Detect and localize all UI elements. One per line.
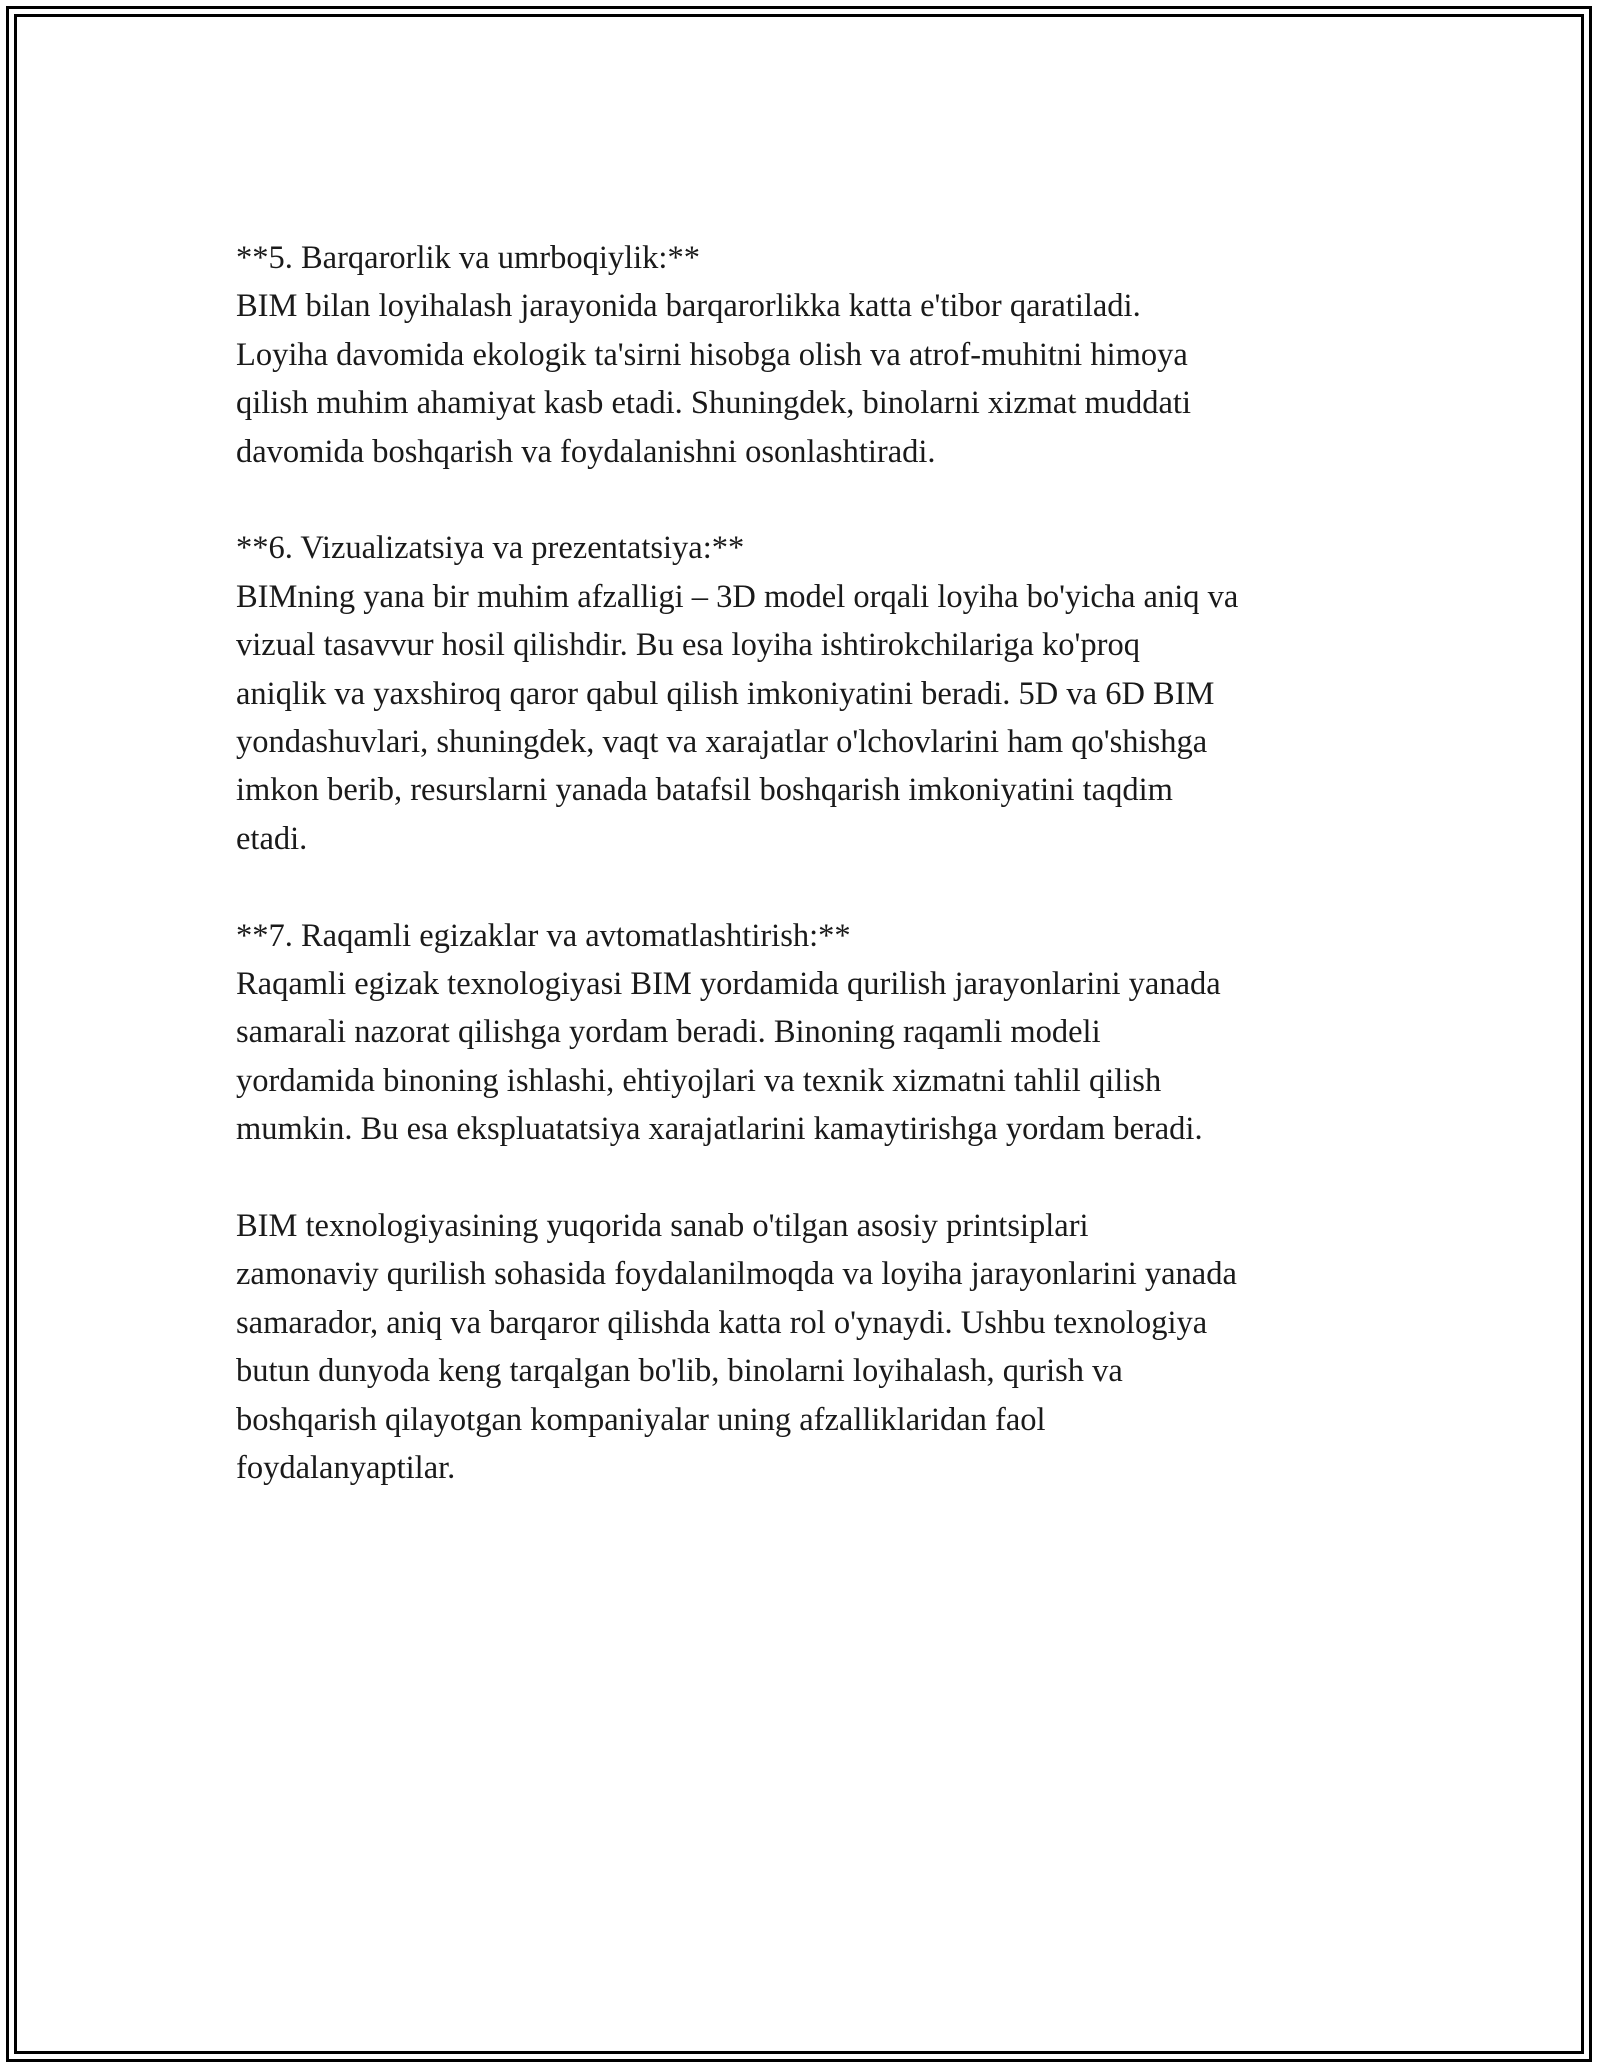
paragraph-line: BIMning yana bir muhim afzalligi – 3D model orqali loyiha bo'yicha aniq va bbox=[236, 578, 1239, 615]
section-heading: **6. Vizualizatsiya va prezentatsiya:** bbox=[236, 530, 745, 567]
paragraph-line: Raqamli egizak texnologiyasi BIM yordamida qurilish jarayonlarini yanada bbox=[236, 966, 1221, 1003]
section-heading: **5. Barqarorlik va umrboqiylik:** bbox=[236, 240, 700, 276]
paragraph-line: BIM texnologiyasining yuqorida sanab o'tilgan asosiy printsiplari bbox=[236, 1208, 1089, 1245]
document-body bbox=[236, 234, 1376, 1541]
paragraph-line: yondashuvlari, shuningdek, vaqt va xarajatlar o'lchovlarini ham qo'shishga bbox=[236, 724, 1208, 761]
section-digital-twins bbox=[236, 912, 1376, 1154]
section-sustainability bbox=[236, 234, 1376, 476]
paragraph-line: yordamida binoning ishlashi, ehtiyojlari va texnik xizmatni tahlil qilish bbox=[236, 1062, 1162, 1099]
paragraph-line: etadi. bbox=[236, 820, 308, 857]
paragraph-line: mumkin. Bu esa ekspluatatsiya xarajatlarini kamaytirishga yordam beradi. bbox=[236, 1111, 1203, 1148]
paragraph-line: davomida boshqarish va foydalanishni osonlashtiradi. bbox=[236, 433, 936, 470]
paragraph-line: samarali nazorat qilishga yordam beradi. Binoning raqamli modeli bbox=[236, 1014, 1101, 1051]
paragraph-line: samarador, aniq va barqaror qilishda katta rol o'ynaydi. Ushbu texnologiya bbox=[236, 1304, 1208, 1341]
paragraph-line: boshqarish qilayotgan kompaniyalar uning afzalliklaridan faol bbox=[236, 1401, 1046, 1438]
paragraph-line: foydalanyaptilar. bbox=[236, 1450, 456, 1487]
section-conclusion bbox=[236, 1202, 1376, 1492]
section-visualization bbox=[236, 524, 1376, 863]
paragraph-line: qilish muhim ahamiyat kasb etadi. Shuningdek, binolarni xizmat muddati bbox=[236, 385, 1191, 422]
section-heading: **7. Raqamli egizaklar va avtomatlashtirish:** bbox=[236, 917, 851, 954]
paragraph-line: butun dunyoda keng tarqalgan bo'lib, binolarni loyihalash, qurish va bbox=[236, 1353, 1123, 1390]
paragraph-line: BIM bilan loyihalash jarayonida barqarorlikka katta e'tibor qaratiladi. bbox=[236, 288, 1141, 325]
paragraph-line: imkon berib, resurslarni yanada batafsil boshqarish imkoniyatini taqdim bbox=[236, 772, 1173, 809]
paragraph-line: zamonaviy qurilish sohasida foydalanilmoqda va loyiha jarayonlarini yanada bbox=[236, 1256, 1237, 1293]
paragraph-line: vizual tasavvur hosil qilishdir. Bu esa loyiha ishtirokchilariga ko'proq bbox=[236, 627, 1140, 664]
paragraph-line: aniqlik va yaxshiroq qaror qabul qilish imkoniyatini beradi. 5D va 6D BIM bbox=[236, 675, 1215, 712]
paragraph-line: Loyiha davomida ekologik ta'sirni hisobga olish va atrof-muhitni himoya bbox=[236, 336, 1188, 373]
